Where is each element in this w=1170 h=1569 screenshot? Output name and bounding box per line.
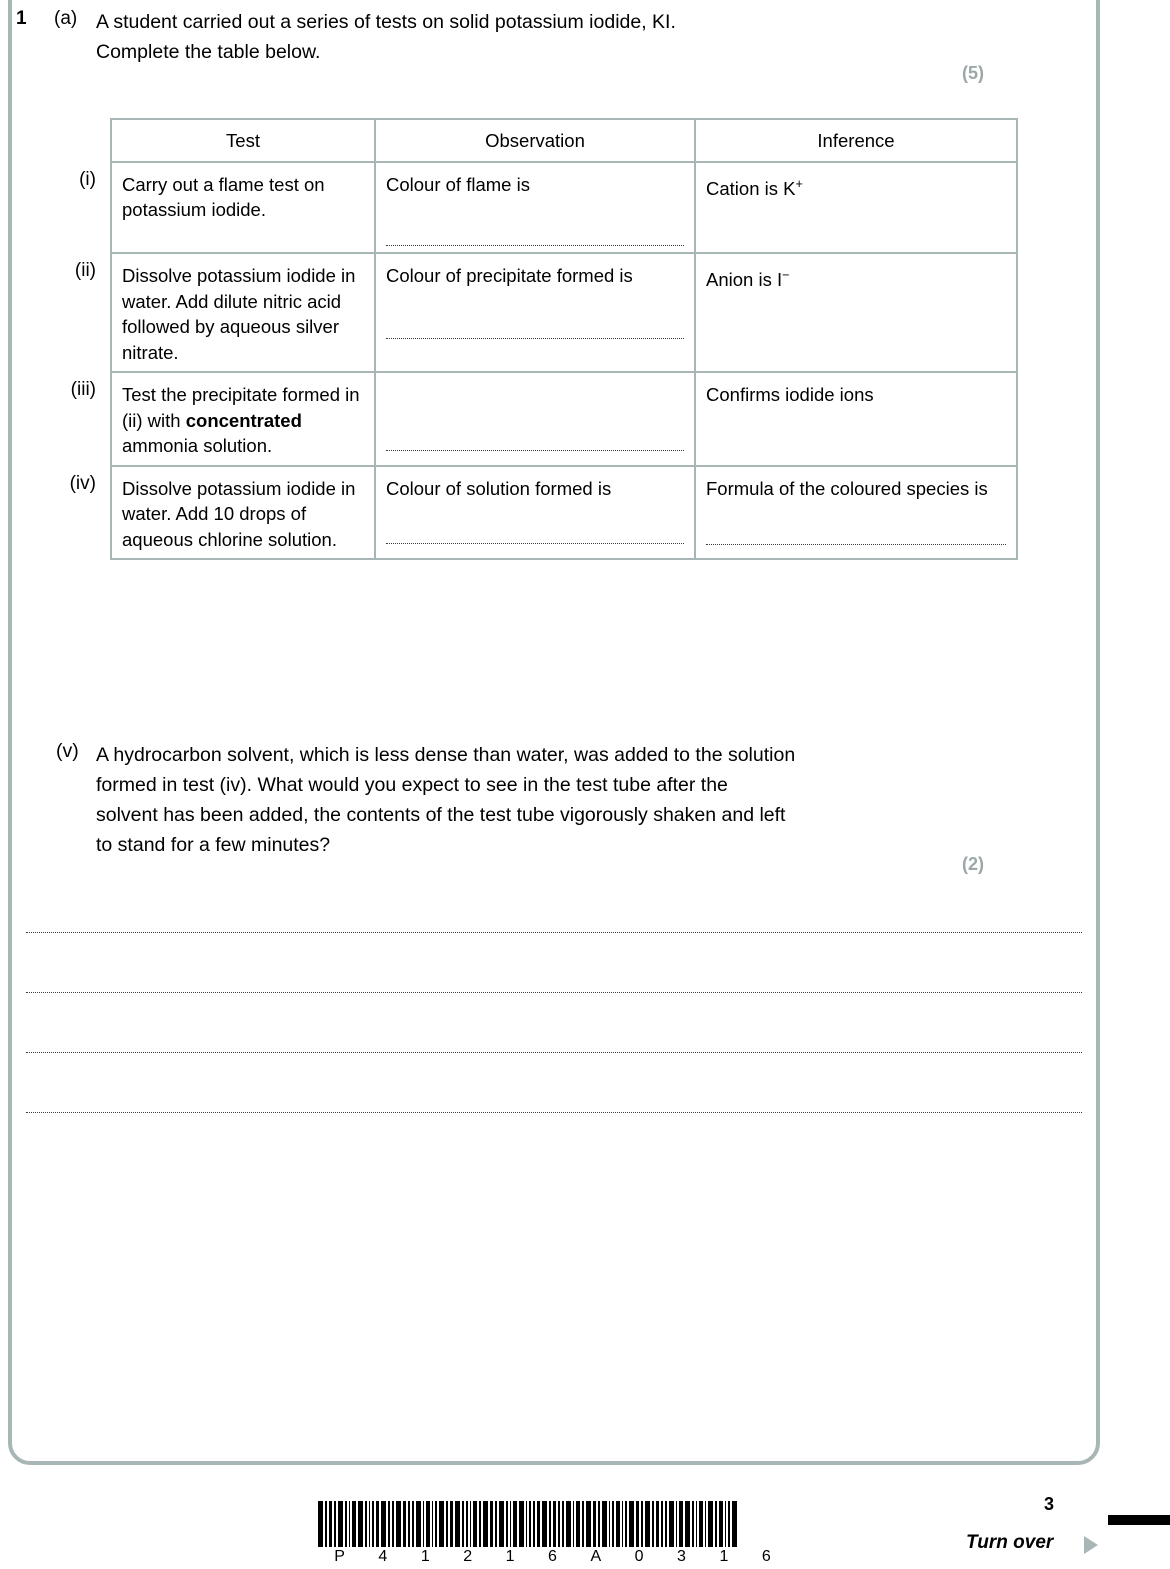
barcode-bar: [396, 1501, 401, 1547]
barcode-bar: [473, 1501, 476, 1547]
observation-prompt: Colour of precipitate formed is: [386, 265, 633, 286]
barcode-bar: [450, 1501, 453, 1547]
barcode-bar: [661, 1501, 663, 1547]
barcode-bar: [358, 1501, 363, 1547]
barcode-bar: [656, 1501, 659, 1547]
intro-line-1: A student carried out a series of tests on solid potassium iodide, KI.: [96, 11, 676, 33]
barcode-bar: [625, 1501, 627, 1547]
observation-answer-line[interactable]: [386, 245, 684, 246]
table-row: [111, 466, 1017, 560]
barcode-bar: [586, 1501, 591, 1547]
answer-line[interactable]: [26, 1112, 1082, 1113]
observation-prompt: Colour of solution formed is: [386, 477, 612, 499]
tests-table: [110, 118, 1018, 560]
barcode-bar: [652, 1501, 654, 1547]
barcode-bar: [602, 1501, 607, 1547]
barcode-bar: [392, 1501, 394, 1547]
charge-superscript: +: [795, 176, 803, 191]
barcode-character: 1: [420, 1548, 431, 1565]
barcode-bar: [388, 1501, 390, 1547]
barcode-bar: [334, 1501, 336, 1547]
barcode-bar: [506, 1501, 508, 1547]
barcode-bar: [483, 1501, 488, 1547]
answer-line[interactable]: [26, 992, 1082, 993]
barcode-bar: [455, 1501, 460, 1547]
barcode-bar: [576, 1501, 579, 1547]
barcode-bar: [732, 1501, 737, 1547]
barcode-bar: [641, 1501, 643, 1547]
barcode-bar: [372, 1501, 374, 1547]
test-description: Dissolve potassium iodide in water. Add dilute nitric acid followed by aqueous silver nitrate.: [122, 265, 356, 363]
inference-prompt: Formula of the coloured species is: [706, 477, 988, 499]
barcode-bar: [435, 1501, 437, 1547]
barcode-bar: [439, 1501, 444, 1547]
barcode-bar: [349, 1501, 351, 1547]
barcode-bar: [499, 1501, 504, 1547]
barcode-bar: [582, 1501, 584, 1547]
answer-line[interactable]: [26, 932, 1082, 933]
table-header-row: [111, 119, 1017, 162]
barcode-bar: [381, 1501, 386, 1547]
barcode-bar: [562, 1501, 564, 1547]
cell-observation[interactable]: [375, 162, 695, 254]
barcode-character: 6: [548, 1548, 558, 1565]
barcode-bar: [676, 1501, 678, 1547]
barcode-bar: [685, 1501, 690, 1547]
barcode-bar: [426, 1501, 429, 1547]
intro-line-2: Complete the table below.: [96, 41, 321, 63]
column-header-inference: Inference: [695, 119, 1017, 162]
barcode-bar: [446, 1501, 448, 1547]
part-v-line-2: formed in test (iv). What would you expect to see in the test tube after the: [96, 774, 728, 796]
barcode-character: 1: [719, 1548, 730, 1565]
table-row: [111, 253, 1017, 372]
barcode-bar: [416, 1501, 421, 1547]
row-label-iv: (iv): [69, 473, 96, 494]
barcode-bar: [412, 1501, 414, 1547]
part-v-line-4: to stand for a few minutes?: [96, 834, 331, 856]
barcode-bar: [533, 1501, 535, 1547]
barcode-bar: [513, 1501, 516, 1547]
barcode-bar: [490, 1501, 493, 1547]
barcode-bar: [622, 1501, 624, 1547]
cell-inference: [695, 253, 1017, 372]
barcode-bar: [612, 1501, 614, 1547]
part-v-question-text: [96, 740, 996, 860]
cell-observation[interactable]: [375, 466, 695, 560]
barcode-bar: [692, 1501, 694, 1547]
barcode-bar: [462, 1501, 464, 1547]
barcode-bar: [553, 1501, 556, 1547]
inference-text: Anion is I−: [706, 268, 790, 291]
row-label-iii: (iii): [70, 379, 96, 400]
cell-observation[interactable]: [375, 253, 695, 372]
inference-text: Confirms iodide ions: [706, 384, 874, 405]
barcode-character: P: [334, 1548, 346, 1565]
barcode-bar: [495, 1501, 497, 1547]
barcode-bar: [636, 1501, 639, 1547]
cell-test: [111, 162, 375, 254]
barcode-bar: [352, 1501, 355, 1547]
barcode-character: 1: [505, 1548, 516, 1565]
cell-inference[interactable]: [695, 466, 1017, 560]
inference-text: Cation is K+: [706, 176, 803, 199]
charge-superscript: −: [782, 268, 790, 282]
test-description: Test the precipitate formed in (ii) with concentrated ammonia solution.: [122, 384, 360, 456]
barcode-character: 3: [677, 1548, 687, 1565]
barcode-bar: [669, 1501, 674, 1547]
cell-inference: [695, 372, 1017, 466]
column-header-test: Test: [111, 119, 375, 162]
barcode-bar: [519, 1501, 524, 1547]
row-label-i: (i): [79, 169, 96, 190]
barcode-character: 0: [634, 1548, 645, 1565]
barcode-bar: [479, 1501, 481, 1547]
barcode-characters: [318, 1548, 788, 1566]
question-intro-text: [96, 7, 996, 67]
barcode-bar: [526, 1501, 528, 1547]
question-number: 1: [16, 8, 27, 29]
barcode-bar: [598, 1501, 600, 1547]
cell-test: [111, 466, 375, 560]
barcode-bar: [466, 1501, 468, 1547]
barcode-bar: [423, 1501, 425, 1547]
barcode-bar: [705, 1501, 707, 1547]
cell-test: [111, 253, 375, 372]
barcode-bar: [566, 1501, 571, 1547]
barcode-bar: [325, 1501, 327, 1547]
barcode-bar: [318, 1501, 323, 1547]
part-v-line-1: A hydrocarbon solvent, which is less dense than water, was added to the solution: [96, 744, 796, 766]
barcode-bar: [537, 1501, 540, 1547]
barcode-bar: [609, 1501, 611, 1547]
barcode-character: 6: [761, 1548, 772, 1565]
test-description: Dissolve potassium iodide in water. Add 10 drops of aqueous chlorine solution.: [122, 477, 356, 550]
barcode-bar: [696, 1501, 698, 1547]
barcode-bar: [542, 1501, 547, 1547]
emphasis-concentrated: concentrated: [185, 409, 302, 431]
question-part-label: (a): [54, 8, 78, 29]
barcode-bar: [408, 1501, 410, 1547]
observation-answer-line[interactable]: [386, 338, 684, 339]
barcode-bar: [699, 1501, 702, 1547]
column-header-observation: Observation: [375, 119, 695, 162]
page-edge-marker: [1108, 1515, 1170, 1525]
observation-answer-line[interactable]: [386, 543, 684, 544]
barcode-bar: [645, 1501, 650, 1547]
barcode-bar: [573, 1501, 575, 1547]
barcode-bar: [529, 1501, 531, 1547]
barcode-character: A: [590, 1548, 603, 1565]
barcode-bar: [616, 1501, 619, 1547]
barcode-bar: [665, 1501, 667, 1547]
barcode: [318, 1501, 739, 1547]
part-v-line-3: solvent has been added, the contents of the test tube vigorously shaken and left: [96, 804, 786, 826]
cell-observation[interactable]: [375, 372, 695, 466]
barcode-bar: [365, 1501, 367, 1547]
row-label-ii: (ii): [74, 260, 96, 281]
table-body: [111, 162, 1017, 560]
marks-allocation-a: (5): [962, 63, 984, 83]
barcode-bar: [338, 1501, 343, 1547]
cell-test: [111, 372, 375, 466]
barcode-bar: [329, 1501, 332, 1547]
answer-line[interactable]: [26, 1052, 1082, 1053]
table-row: [111, 162, 1017, 254]
barcode-character: 4: [378, 1548, 389, 1565]
observation-answer-line[interactable]: [386, 450, 684, 451]
page-number: 3: [1043, 1494, 1054, 1514]
barcode-bar: [728, 1501, 730, 1547]
triangle-right-icon: [1084, 1536, 1098, 1554]
barcode-bar: [725, 1501, 727, 1547]
test-description: Carry out a flame test on potassium iodide.: [122, 173, 325, 220]
barcode-bar: [549, 1501, 551, 1547]
marks-allocation-v: (2): [962, 854, 984, 874]
barcode-bar: [593, 1501, 596, 1547]
barcode-bar: [719, 1501, 722, 1547]
barcode-character: 2: [463, 1548, 474, 1565]
cell-inference: [695, 162, 1017, 254]
barcode-bar: [510, 1501, 512, 1547]
turn-over-label: Turn over: [966, 1532, 1054, 1553]
observation-prompt: Colour of flame is: [386, 173, 530, 195]
inference-answer-line[interactable]: [706, 544, 1006, 545]
barcode-bar: [558, 1501, 560, 1547]
barcode-bar: [403, 1501, 406, 1547]
part-v-label: (v): [56, 740, 79, 762]
barcode-bar: [376, 1501, 379, 1547]
barcode-bar: [369, 1501, 371, 1547]
barcode-bar: [345, 1501, 347, 1547]
barcode-bar: [679, 1501, 682, 1547]
barcode-bar: [708, 1501, 713, 1547]
barcode-bar: [715, 1501, 717, 1547]
barcode-bar: [629, 1501, 634, 1547]
barcode-bar: [432, 1501, 434, 1547]
table-row: [111, 372, 1017, 466]
barcode-bar: [470, 1501, 472, 1547]
